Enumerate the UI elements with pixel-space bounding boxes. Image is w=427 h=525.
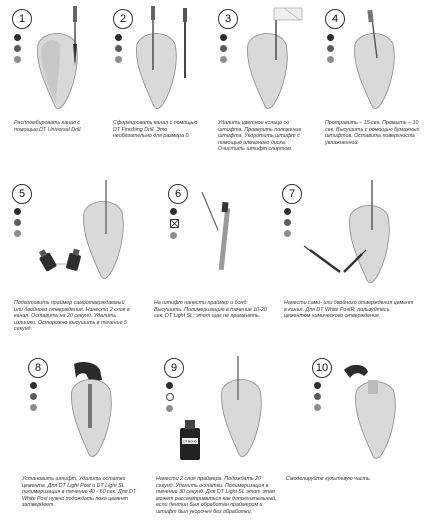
post-head: [221, 202, 228, 213]
step-caption: Нанести само- или двойного отверждения цемент в канал. Для DT White PostR, пользуйтесь цементом химического отверждения.: [284, 300, 414, 320]
step-8: [0, 350, 140, 525]
primer-bottle-left: [36, 248, 57, 272]
step-caption: Подготовить праймер самоотверждаемый или двойного отверждения. Нанести 2 слоя в канал. Оставить на 20 секунд. Удалить излишки. Осторожно высушить в течение 5 секунд.: [14, 300, 130, 333]
primer-bottle-right: [66, 248, 83, 271]
step-6: [146, 172, 282, 342]
tooth-root: [349, 206, 389, 283]
step-number: 2: [113, 9, 133, 29]
tooth-root: [221, 380, 261, 457]
step-number: 3: [218, 9, 238, 29]
curing-light: [74, 362, 102, 382]
tooth-root: [247, 34, 287, 109]
step-9: [140, 350, 280, 525]
separate-drill-handle: [183, 8, 187, 22]
step-caption: Удалить цветное кольцо со штифта. Проверить положение штифта. Укоротить штифт с помощью алмазного диска. Очистить штифт спиртом.: [218, 120, 302, 153]
cement-syringe-left: [304, 246, 340, 272]
step-number: 5: [12, 184, 32, 204]
post: [88, 384, 92, 428]
tooth-root: [136, 34, 176, 109]
step-3: [214, 0, 321, 170]
step-1: [0, 0, 107, 170]
step-7: [282, 172, 427, 342]
core-buildup: [368, 380, 378, 394]
post: [219, 208, 230, 270]
step-number: 10: [312, 358, 332, 378]
step-caption: Распломбировать канал с помощью DT Universal Drill.: [14, 120, 82, 133]
step-caption: Сформировать канал с помощью DT Finishing Drill. Это необязательно для размера 0.: [113, 120, 198, 140]
step-caption: На штифт нанести праймер и бонд. Высушить. Полимеризацию в течение 10-20 сек. DT Light SL: этот шаг не применять.: [154, 300, 267, 320]
step-number: 4: [325, 9, 345, 29]
step-number: 8: [28, 358, 48, 378]
modeling-instrument: [344, 365, 368, 378]
core-modeling-illustration: [280, 350, 427, 525]
brush-handle: [202, 192, 218, 230]
tooth-drill-illustration: [0, 0, 107, 170]
step-caption: Смоделируйте культевую часть.: [286, 476, 372, 482]
drill-handle: [73, 6, 77, 22]
dt-bond-bottle: [180, 420, 200, 460]
step-number: 6: [168, 184, 188, 204]
step-number: 9: [164, 358, 184, 378]
drill-handle: [151, 6, 155, 20]
step-caption: Установить штифт. Удалить остатки цемента. Для DT Light Post и DT Light SL полимеризация в течение 40 - 60 сек. Для DT White Post нужно подождать пока цемент затвердеет.: [22, 476, 137, 509]
tooth-root: [354, 34, 394, 109]
step-caption: Протравить – 15 сек. Промыть – 10 сек. Высушить с помощью бумажных штифтов. Оставить поверхность увлажненной.: [325, 120, 420, 146]
step-4: [321, 0, 427, 170]
step-2: [107, 0, 214, 170]
step-10: [280, 350, 427, 525]
tooth-root: [83, 202, 123, 279]
step-5: [0, 172, 140, 342]
tooth-finishing-drill-illustration: [107, 0, 214, 170]
bottle-label: DT BOND: [183, 439, 197, 444]
syringe-body: [367, 10, 373, 23]
step-number: 7: [282, 184, 302, 204]
step-number: 1: [12, 9, 32, 29]
step-caption: Нанести 2 слоя праймера. Подождать 20 секунд. Удалить остатки. Полимеризация в течение 30 секунд. Для DT Light SL этот этап может рассматриваться как дополнительный, если дентин был обработан праймером и штифт был укорочен без обработки.: [156, 476, 277, 515]
